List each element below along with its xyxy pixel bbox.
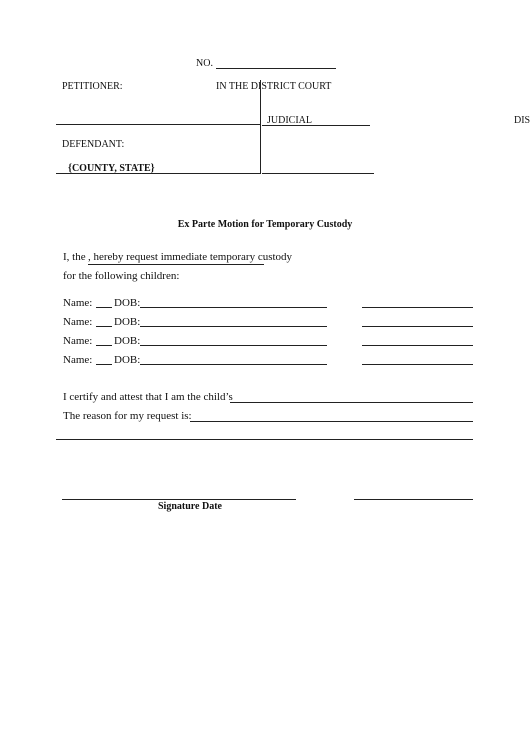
child-name-field[interactable] [96, 364, 112, 365]
child-name-label: Name: [63, 316, 93, 328]
district-label: DIS [514, 115, 530, 126]
child-name-field[interactable] [96, 345, 112, 346]
petitioner-field[interactable] [56, 124, 260, 125]
child-extra-field[interactable] [362, 307, 473, 308]
defendant-label: DEFENDANT: [62, 139, 125, 150]
child-dob-field[interactable] [140, 364, 327, 365]
signature-field[interactable] [62, 499, 296, 500]
case-number-field[interactable] [216, 68, 336, 69]
child-dob-field[interactable] [140, 326, 327, 327]
judicial-label: JUDICIAL [267, 115, 312, 126]
certify-text: I certify and attest that I am the child’s [63, 391, 233, 403]
relationship-field[interactable] [230, 402, 473, 403]
child-dob-label: DOB: [114, 316, 141, 328]
child-name-field[interactable] [96, 307, 112, 308]
caption-divider [260, 80, 261, 174]
intro-fill-text: , hereby request immediate temporary custody [88, 251, 293, 263]
child-dob-label: DOB: [114, 297, 141, 309]
motion-title: Ex Parte Motion for Temporary Custody [177, 219, 353, 230]
child-extra-field[interactable] [362, 345, 473, 346]
child-name-label: Name: [63, 297, 93, 309]
reason-field-continued[interactable] [56, 439, 473, 440]
date-field[interactable] [354, 499, 473, 500]
defendant-field[interactable] [56, 173, 260, 174]
petitioner-name-field[interactable] [88, 264, 264, 265]
court-name-label: IN THE DISTRICT COURT [216, 81, 332, 92]
child-dob-field[interactable] [140, 307, 327, 308]
reason-label: The reason for my request is: [63, 410, 192, 422]
case-number-label: NO. [196, 58, 213, 69]
petitioner-label: PETITIONER: [62, 81, 123, 92]
county-state-label: {COUNTY, STATE} [68, 163, 155, 174]
child-name-label: Name: [63, 335, 93, 347]
intro-line2: for the following children: [63, 270, 180, 282]
intro-prefix: I, the [63, 251, 86, 263]
child-name-label: Name: [63, 354, 93, 366]
child-extra-field[interactable] [362, 326, 473, 327]
judicial-district-field[interactable] [262, 125, 370, 126]
county-field[interactable] [262, 173, 374, 174]
reason-field[interactable] [190, 421, 473, 422]
child-extra-field[interactable] [362, 364, 473, 365]
child-dob-label: DOB: [114, 354, 141, 366]
child-dob-label: DOB: [114, 335, 141, 347]
child-dob-field[interactable] [140, 345, 327, 346]
child-name-field[interactable] [96, 326, 112, 327]
signature-date-label: Signature Date [158, 501, 222, 512]
